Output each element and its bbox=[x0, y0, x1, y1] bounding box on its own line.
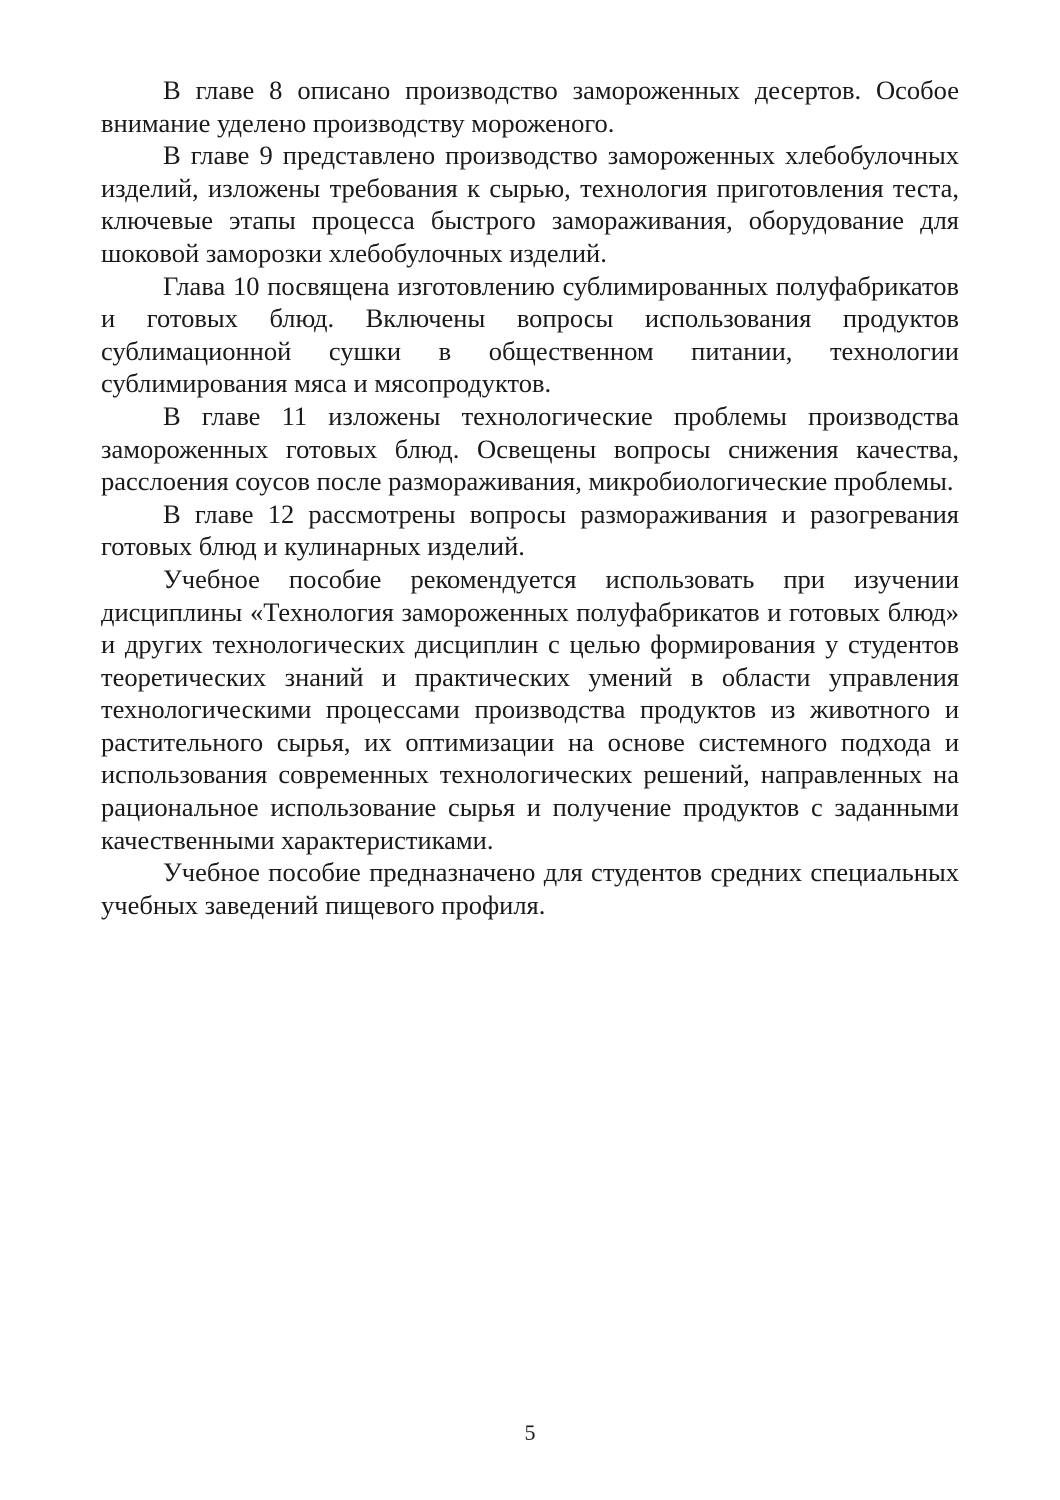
body-text bbox=[101, 74, 959, 921]
paragraph-usage-recommendation: Учебное пособие рекомендуется использовать при изучении дисциплины «Технология замороженных полуфабрикатов и готовых блюд» и других технологических дисциплин с целью формирования у студентов теоретических знаний и практических умений в области управления технологическими процессами производства продуктов из животного и растительного сырья, их оптимизации на основе системного подхода и использования современных технологических решений, направленных на рациональное использование сырья и получение продуктов с заданными качественными характеристиками. bbox=[101, 563, 959, 855]
paragraph-chapter-8: В главе 8 описано производство замороженных десертов. Особое внимание уделено производству мороженого. bbox=[101, 75, 959, 138]
paragraph-chapter-12: В главе 12 рассмотрены вопросы размораживания и разогревания готовых блюд и кулинарных изделий. bbox=[101, 498, 959, 562]
paragraph-chapter-11: В главе 11 изложены технологические проблемы производства замороженных готовых блюд. Освещены вопросы снижения качества, расслоения соусов после размораживания, микробиологические проблемы. bbox=[101, 400, 959, 497]
paragraph-target-audience: Учебное пособие предназначено для студентов средних специальных учебных заведений пищевого профиля. bbox=[101, 857, 959, 920]
paragraph-chapter-10: Глава 10 посвящена изготовлению сублимированных полуфабрикатов и готовых блюд. Включены вопросы использования продуктов сублимационной сушки в общественном питании, технологии сублимирования мяса и мясопродуктов. bbox=[101, 270, 959, 399]
page-number: 5 bbox=[524, 1420, 536, 1445]
paragraph-chapter-9: В главе 9 представлено производство замороженных хлебобулочных изделий, изложены требования к сырью, технология приготовления теста, ключевые этапы процесса быстрого замораживания, оборудование для шоковой заморозки хлебобулочных изделий. bbox=[101, 140, 959, 268]
